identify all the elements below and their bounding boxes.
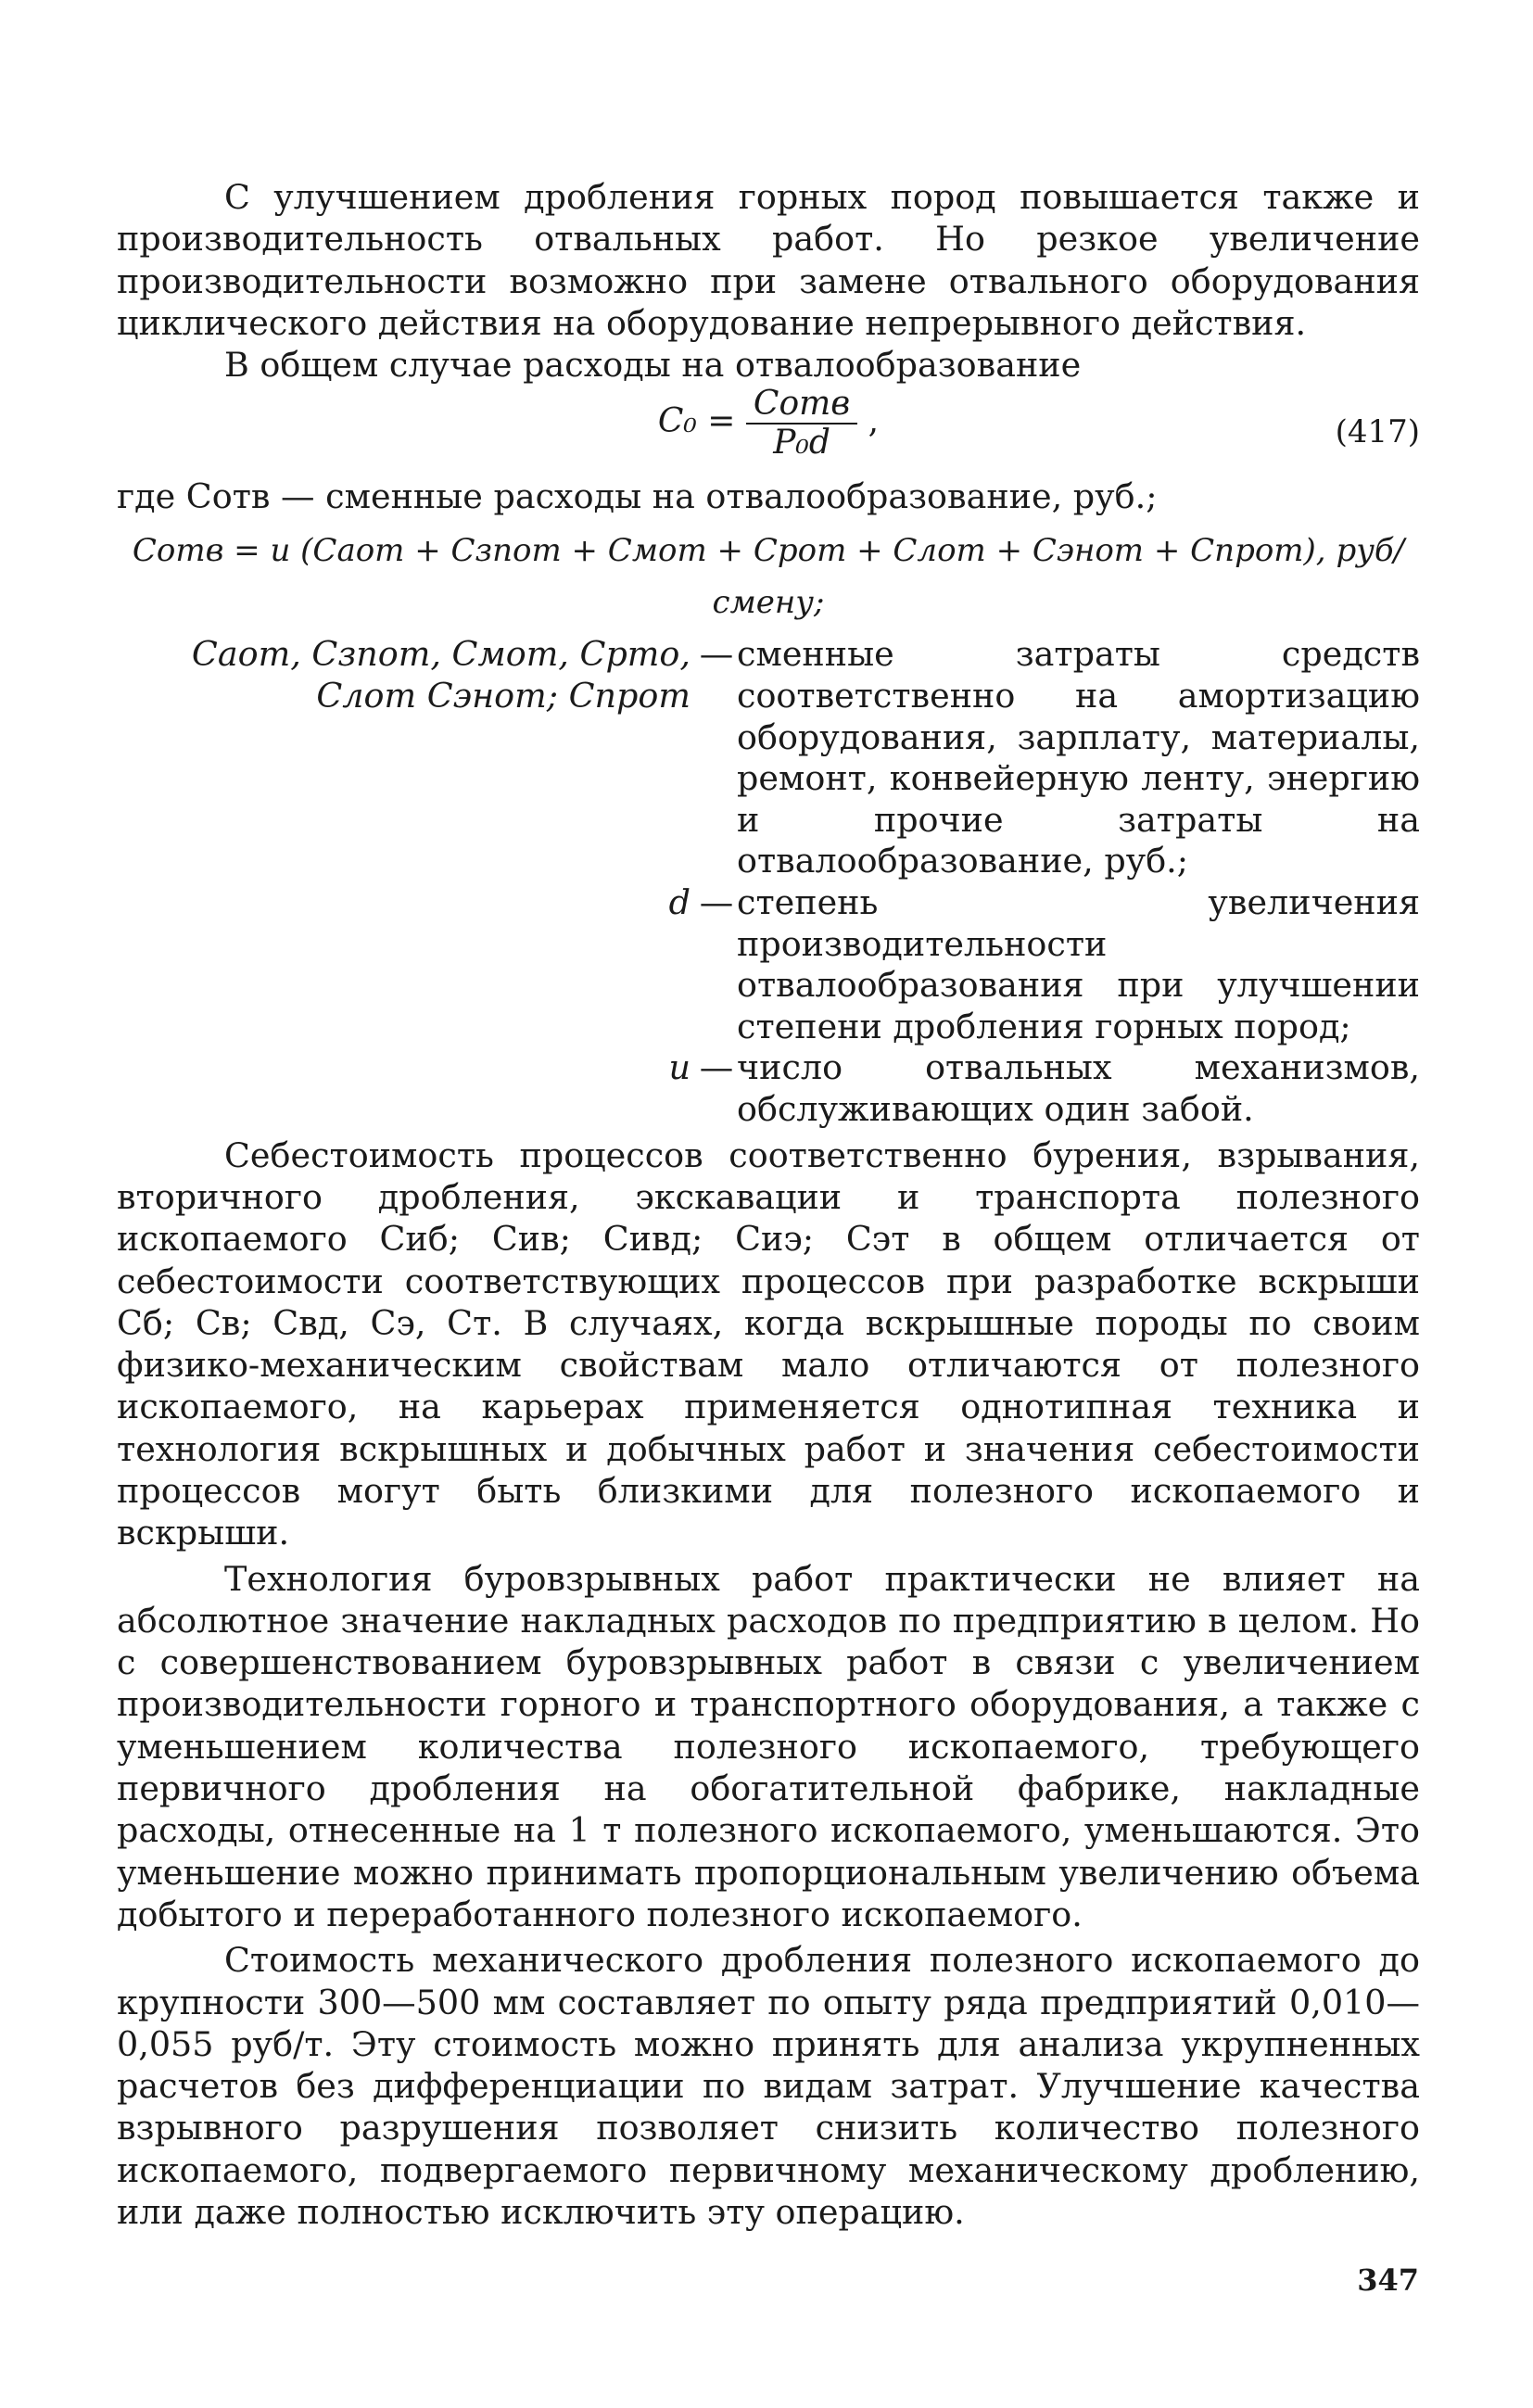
page-body (117, 176, 1420, 2233)
definition-dash: — (699, 1047, 734, 1088)
paragraph-5: Стоимость механического дробления полезного ископаемого до крупности 300—500 мм составляет по опыту ряда предприятий 0,010—0,055 руб/т. Эту стоимость можно принять для анализа укрупненных расчетов без дифференциации по видам затрат. Улучшение качества взрывного разрушения позволяет снизить количество полезного ископаемого, подвергаемого первичному механическому дроблению, или даже полностью исключить эту операцию. (117, 1940, 1420, 2233)
definition-symbol: Cаот, Cзпот, Cмот, Cрто, Cлот Cэнот; Cпрот (191, 634, 690, 716)
equation-fraction (746, 386, 857, 462)
equation-lhs: C₀ = (657, 402, 736, 441)
definition-text: сменные затраты средств соответственно на амортизацию оборудования, зарплату, материалы, ремонт, конвейерную ленту, энергию и прочие затраты на отвалообразование, руб.; (737, 634, 1420, 881)
definition-symbol: d (668, 882, 690, 923)
paragraph-1: С улучшением дробления горных пород повышается также и производительность отвальных работ. Но резкое увеличение производительности возможно при замене отвального оборудования циклического действия на оборудование непрерывного действия. (117, 177, 1420, 343)
paragraph-2: В общем случае расходы на отвалообразование (224, 345, 1082, 386)
definition-text: степень увеличения производительности отвалообразования при улучшении степени дробления горных пород; (737, 882, 1420, 1046)
formula-sum-expression: Cотв = u (Cаот + Cзпот + Cмот + Cрот + Cлот + Cэнот + Cпрот), (132, 532, 1326, 570)
paragraph-3: Себестоимость процессов соответственно бурения, взрывания, вторичного дробления, экскавации и транспорта полезного ископаемого Cиб; Cив; Cивд; Cиэ; Cэт в общем отличается от себестоимости соответствующих процессов при разработке вскрыши Cб; Cв; Cвд, Cэ, Cт. В случаях, когда вскрышные породы по своим физико-механическим свойствам мало отличаются от полезного ископаемого, на карьерах применяется однотипная техника и технология вскрышных и добычных работ и значения себестоимости процессов могут быть близкими для полезного ископаемого и вскрыши. (117, 1134, 1420, 1553)
definition-text: число отвальных механизмов, обслуживающих один забой. (737, 1047, 1420, 1130)
formula-sum (117, 525, 1420, 628)
formula-sum-unit: руб/смену; (712, 532, 1405, 622)
equation-numerator: Cотв (746, 386, 857, 425)
definition-dash: — (699, 634, 734, 675)
page-number: 347 (1357, 2262, 1419, 2298)
equation-417 (117, 386, 1420, 475)
definition-dash: — (699, 882, 734, 923)
paragraph-4: Технология буровзрывных работ практически не влияет на абсолютное значение накладных расходов по предприятию в целом. Но с совершенствованием буровзрывных работ в связи с увеличением производительности горного и транспортного оборудования, а также с уменьшением количества полезного ископаемого, требующего первичного дробления на обогатительной фабрике, накладные расходы, отнесенные на 1 т полезного ископаемого, уменьшаются. Это уменьшение можно принимать пропорциональным увеличению объема добытого и переработанного полезного ископаемого. (117, 1558, 1420, 1934)
equation-denominator: P₀d (773, 424, 830, 463)
equation-body (117, 386, 1420, 462)
equation-tail: , (868, 402, 880, 441)
equation-number: (417) (1335, 413, 1420, 451)
definition-symbol: u (668, 1047, 690, 1088)
definitions-list (117, 634, 1420, 1130)
where-line: где Cотв — сменные расходы на отвалообразование, руб.; (117, 476, 1158, 517)
